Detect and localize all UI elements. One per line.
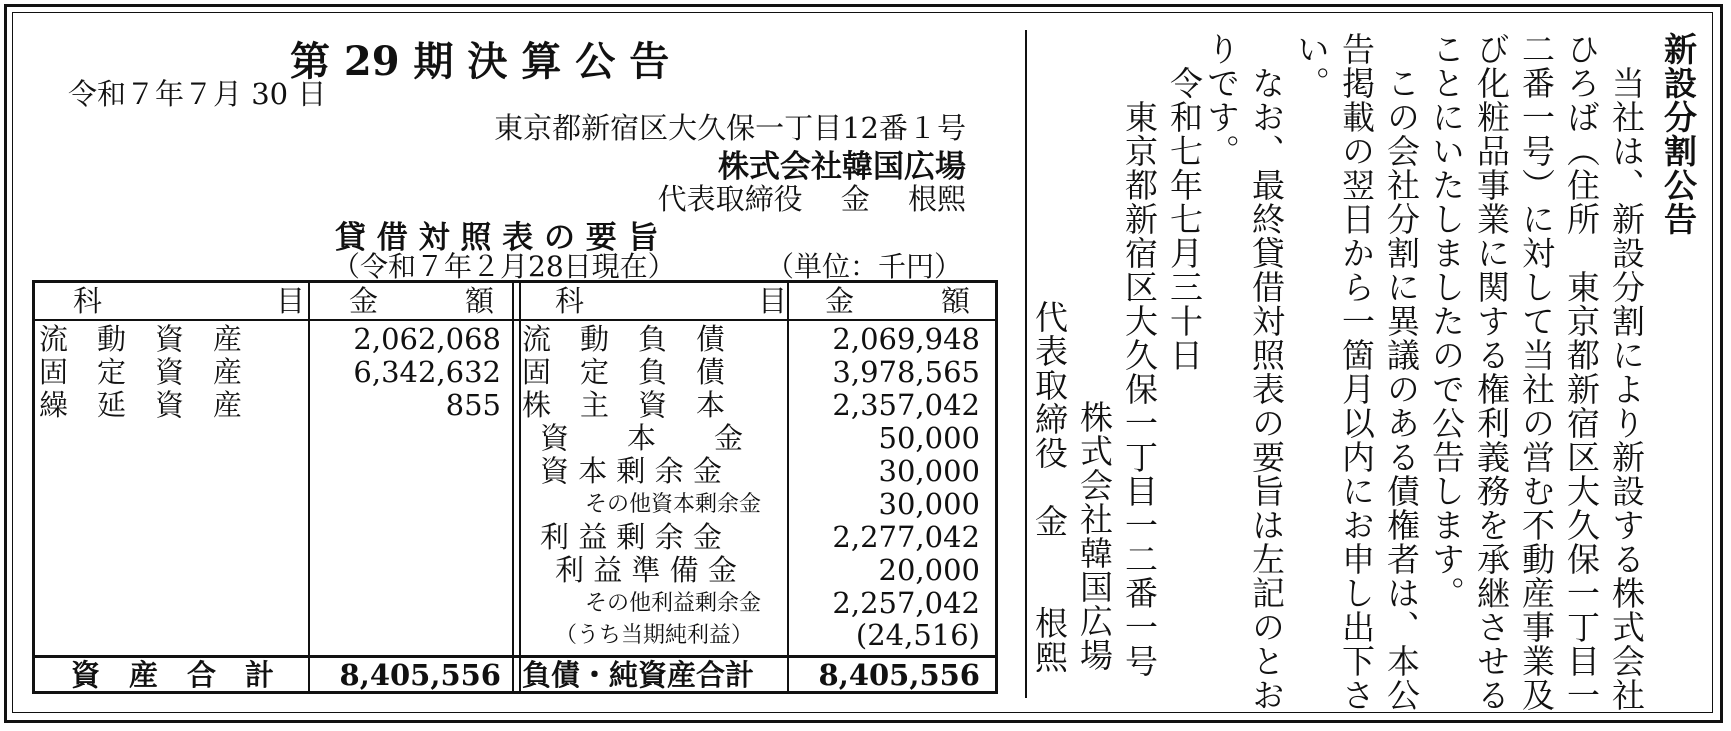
total-liab-equity-label: 負債・純資産合計 [522, 658, 755, 692]
split-notice-p1-line: ひろば（住所 東京都新宿区大久保一丁目一 [1562, 32, 1601, 712]
split-notice-representative: 代表取締役 金 根熙 [1030, 300, 1069, 674]
equity-label: 株 主 資 本 [522, 388, 726, 422]
balance-sheet-table [32, 280, 998, 694]
notice-representative: 代表取締役 金 根熙 [657, 182, 966, 216]
header-item-left: 科 目 [73, 284, 306, 318]
header-amount-right: 金 額 [825, 284, 971, 318]
column-divider [1025, 30, 1027, 698]
notice-address: 東京都新宿区大久保一丁目12番１号 [494, 111, 966, 145]
equity-value: 2,357,042 [832, 388, 980, 422]
notice-company: 株式会社韓国広場 [718, 149, 966, 185]
split-notice-p2-line: 告掲載の翌日から一箇月以内にお申し出下さ [1337, 32, 1376, 712]
total-assets-value: 8,405,556 [339, 658, 501, 692]
liab-value: 3,978,565 [832, 355, 980, 389]
split-notice-p3-line: なお、最終貸借対照表の要旨は左記のとお [1247, 66, 1286, 712]
header-item-right: 科 目 [555, 284, 788, 318]
split-notice-p1-line: ことにいたしましたので公告します。 [1427, 32, 1466, 610]
split-notice-p2-line: この会社分割に異議のある債権者は、本公 [1382, 66, 1421, 712]
equity-label: 利 益 準 備 金 [555, 553, 737, 587]
split-notice-p1-line: び化粧品事業に関する権利義務を承継させる [1472, 32, 1511, 712]
split-notice-p2-line: い。 [1292, 32, 1331, 100]
asset-label: 固 定 資 産 [39, 355, 243, 389]
equity-label: （うち当期純利益） [555, 623, 754, 648]
asset-value: 6,342,632 [353, 355, 501, 389]
equity-value: (24,516) [855, 618, 980, 652]
split-notice-title: 新設分割公告 [1659, 32, 1698, 236]
split-notice-company: 株式会社韓国広場 [1075, 400, 1114, 672]
equity-value: 2,257,042 [832, 586, 980, 620]
split-notice-p3-line: りです。 [1202, 32, 1241, 168]
equity-label: 利 益 剰 余 金 [540, 520, 722, 554]
split-notice-p1-line: 二番一号）に対して当社の営む不動産事業及 [1517, 32, 1556, 712]
asset-label: 流 動 資 産 [39, 322, 243, 356]
header-amount-left: 金 額 [349, 284, 495, 318]
split-notice-address: 東京都新宿区大久保一丁目一二番一号 [1120, 100, 1159, 678]
total-liab-equity-value: 8,405,556 [818, 658, 980, 692]
total-assets-label: 資 産 合 計 [71, 658, 275, 692]
equity-label: その他資本剰余金 [585, 492, 762, 517]
notice-title: 第 29 期 決 算 公 告 [290, 38, 670, 85]
liab-label: 流 動 負 債 [522, 322, 726, 356]
equity-label: 資 本 金 [540, 421, 744, 455]
bs-as-of: （令和７年２月28日現在） [332, 250, 676, 283]
liab-value: 2,069,948 [832, 322, 980, 356]
equity-value: 50,000 [878, 421, 980, 455]
equity-label: その他利益剰余金 [585, 591, 762, 616]
split-notice-p1-line: 当社は、新設分割により新設する株式会社 [1607, 66, 1646, 712]
bs-title: 貸 借 対 照 表 の 要 旨 [335, 220, 659, 256]
equity-label: 資 本 剰 余 金 [540, 454, 722, 488]
equity-value: 20,000 [878, 553, 980, 587]
equity-value: 30,000 [878, 454, 980, 488]
asset-value: 2,062,068 [353, 322, 501, 356]
bs-unit: （単位：千円） [766, 250, 963, 283]
equity-value: 2,277,042 [832, 520, 980, 554]
equity-value: 30,000 [878, 487, 980, 521]
split-notice-date: 令和七年七月三十日 [1165, 66, 1204, 372]
asset-label: 繰 延 資 産 [39, 388, 243, 422]
asset-value: 855 [445, 388, 501, 422]
notice-date: 令和７年７月 30 日 [68, 77, 327, 111]
liab-label: 固 定 負 債 [522, 355, 726, 389]
